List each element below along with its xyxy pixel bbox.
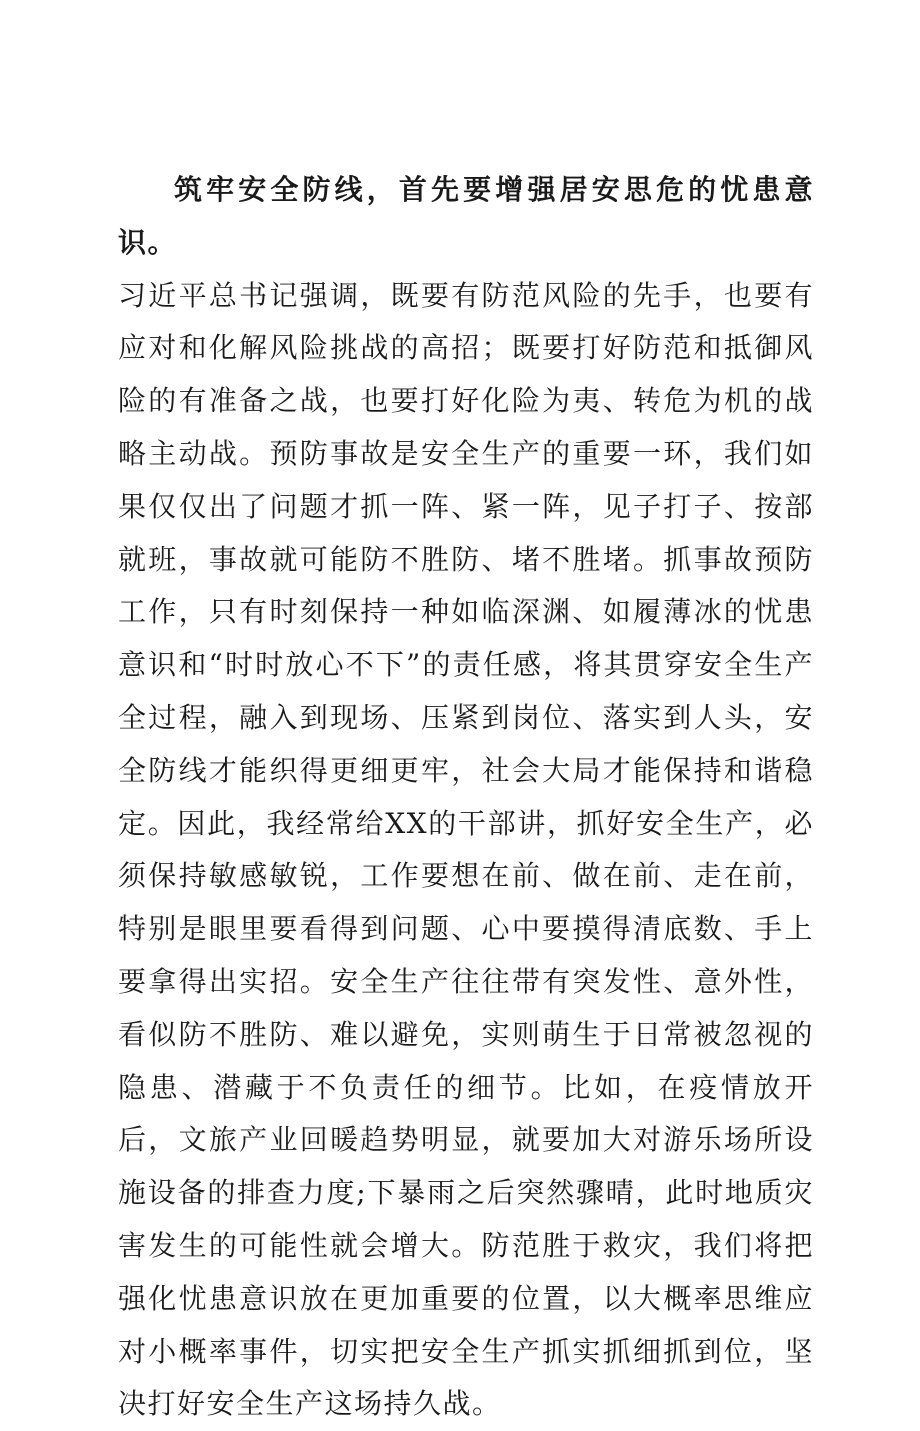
body-paragraph: 习近平总书记强调，既要有防范风险的先手，也要有应对和化解风险挑战的高招；既要打好防范和抵御风险的有准备之战，也要打好化险为夷、转危为机的战略主动战。预防事故是安全生产的重要一环，我们如果仅仅出了问题才抓一阵、紧一阵，见子打子、按部就班，事故就可能防不胜防、堵不胜堵。抓事故预防工作，只有时刻保持一种如临深渊、如履薄冰的忧患意识和“时时放心不下”的责任感，将其贯穿安全生产全过程，融入到现场、压紧到岗位、落实到人头，安全防线才能织得更细更牢，社会大局才能保持和谐稳定。因此，我经常给XX的干部讲，抓好安全生产，必须保持敏感敏锐，工作要想在前、做在前、走在前，特别是眼里要看得到问题、心中要摸得清底数、手上要拿得出实招。安全生产往往带有突发性、意外性，看似防不胜防、难以避免，实则萌生于日常被忽视的隐患、潜藏于不负责任的细节。比如，在疫情放开后，文旅产业回暖趋势明显，就要加大对游乐场所设施设备的排查力度;下暴雨之后突然骤晴，此时地质灾害发生的可能性就会增大。防范胜于救灾，我们将把强化忧患意识放在更加重要的位置，以大概率思维应对小概率事件，切实把安全生产抓实抓细抓到位，坚决打好安全生产这场持久战。 [118,278,814,1421]
document-text-block [118,164,814,1431]
paragraph-heading: 筑牢安全防线，首先要增强居安思危的忧患意识。 [118,173,814,259]
